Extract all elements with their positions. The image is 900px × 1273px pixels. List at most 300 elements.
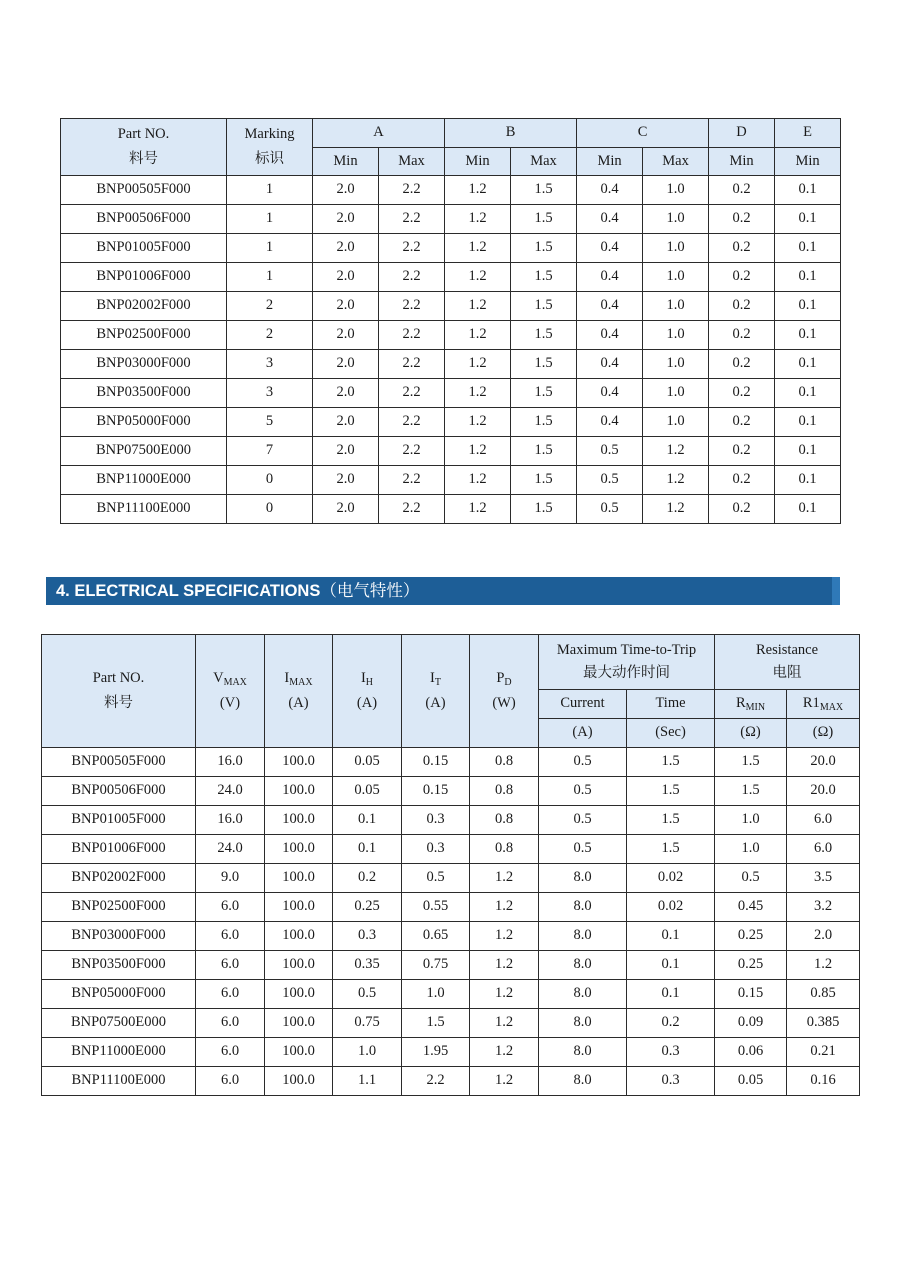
dimension-b-header: B — [445, 119, 577, 148]
table-cell: 1.5 — [511, 292, 577, 321]
dimensions-table-body — [61, 176, 841, 524]
table-cell: 0.3 — [333, 922, 402, 951]
table-cell: 0.4 — [577, 321, 643, 350]
table-cell: 1.5 — [627, 835, 715, 864]
table-row — [61, 205, 841, 234]
table-cell: 0.5 — [539, 806, 627, 835]
part-number-cell: BNP02002F000 — [42, 864, 196, 893]
table-cell: 0.2 — [709, 437, 775, 466]
part-number-cell: BNP03000F000 — [42, 922, 196, 951]
table-cell: 3 — [227, 379, 313, 408]
table-cell: 0.02 — [627, 864, 715, 893]
table-cell: 1.0 — [715, 806, 787, 835]
dimension-c-header: C — [577, 119, 709, 148]
table-cell: 1.5 — [511, 495, 577, 524]
table-cell: 0.85 — [787, 980, 860, 1009]
table-cell: 6.0 — [196, 951, 265, 980]
table-cell: 2.0 — [313, 205, 379, 234]
table-cell: 1.0 — [643, 350, 709, 379]
table-cell: 0.1 — [627, 922, 715, 951]
table-cell: 1.2 — [445, 292, 511, 321]
rmin-unit: (Ω) — [715, 719, 787, 748]
table-cell: 2.0 — [313, 234, 379, 263]
table-cell: 3 — [227, 350, 313, 379]
table-cell: 1.2 — [445, 379, 511, 408]
e-min-header: Min — [775, 148, 841, 176]
section-title-cn: （电气特性） — [320, 582, 420, 600]
table-cell: 1.2 — [445, 263, 511, 292]
table-cell: 1.0 — [643, 321, 709, 350]
table-cell: 0.4 — [577, 408, 643, 437]
part-number-cell: BNP01005F000 — [61, 234, 227, 263]
trip-time-unit: (Sec) — [627, 719, 715, 748]
pd-header: $P_D$ (W) — [470, 635, 539, 748]
part-number-cell: BNP03000F000 — [61, 350, 227, 379]
electrical-table-body — [42, 748, 860, 1096]
table-row — [61, 437, 841, 466]
table-cell: 6.0 — [196, 1009, 265, 1038]
table-cell: 3.2 — [787, 893, 860, 922]
table-cell: 0.4 — [577, 205, 643, 234]
table-cell: 0.1 — [333, 835, 402, 864]
trip-time-header: Time — [627, 690, 715, 719]
table-cell: 100.0 — [265, 893, 333, 922]
b-max-header: Max — [511, 148, 577, 176]
table-cell: 0.8 — [470, 748, 539, 777]
table-row — [42, 806, 860, 835]
table-cell: 0.1 — [775, 205, 841, 234]
table-cell: 100.0 — [265, 1067, 333, 1096]
table-cell: 0.1 — [775, 321, 841, 350]
part-number-cell: BNP00506F000 — [61, 205, 227, 234]
table-cell: 0.2 — [709, 495, 775, 524]
table-cell: 6.0 — [787, 835, 860, 864]
table-cell: 2.2 — [379, 321, 445, 350]
table-cell: 1.2 — [445, 321, 511, 350]
table-cell: 1.2 — [470, 1038, 539, 1067]
table-cell: 1.2 — [445, 176, 511, 205]
table-cell: 0.2 — [709, 234, 775, 263]
table-cell: 100.0 — [265, 980, 333, 1009]
part-number-cell: BNP02500F000 — [42, 893, 196, 922]
table-cell: 0.1 — [775, 408, 841, 437]
table-cell: 8.0 — [539, 1038, 627, 1067]
dimensions-header-row — [61, 119, 841, 148]
table-cell: 1.5 — [627, 777, 715, 806]
table-cell: 8.0 — [539, 1067, 627, 1096]
rmin-header: $R_{MIN}$ — [715, 690, 787, 719]
table-row — [42, 980, 860, 1009]
table-cell: 1.5 — [511, 321, 577, 350]
part-number-cell: BNP02500F000 — [61, 321, 227, 350]
table-cell: 5 — [227, 408, 313, 437]
table-cell: 9.0 — [196, 864, 265, 893]
part-number-cell: BNP11000E000 — [42, 1038, 196, 1067]
table-cell: 0.2 — [709, 263, 775, 292]
table-cell: 0.1 — [775, 495, 841, 524]
marking-header: Marking 标识 — [227, 119, 313, 176]
table-cell: 0.385 — [787, 1009, 860, 1038]
table-cell: 0.1 — [775, 466, 841, 495]
table-row — [61, 234, 841, 263]
table-cell: 8.0 — [539, 864, 627, 893]
table-cell: 2.2 — [379, 263, 445, 292]
table-cell: 1.2 — [445, 234, 511, 263]
b-min-header: Min — [445, 148, 511, 176]
imax-header: $I_{MAX}$ (A) — [265, 635, 333, 748]
table-cell: 3.5 — [787, 864, 860, 893]
table-cell: 6.0 — [196, 1038, 265, 1067]
table-cell: 1.5 — [511, 408, 577, 437]
part-number-cell: BNP03500F000 — [42, 951, 196, 980]
table-cell: 1.5 — [511, 263, 577, 292]
table-row — [61, 350, 841, 379]
table-cell: 1.2 — [445, 495, 511, 524]
table-cell: 0.21 — [787, 1038, 860, 1067]
table-cell: 6.0 — [787, 806, 860, 835]
section-header-electrical — [46, 577, 840, 605]
table-cell: 0.4 — [577, 234, 643, 263]
r1max-unit: (Ω) — [787, 719, 860, 748]
table-cell: 0.4 — [577, 292, 643, 321]
part-number-cell: BNP00506F000 — [42, 777, 196, 806]
table-cell: 0.2 — [709, 292, 775, 321]
table-cell: 0.2 — [627, 1009, 715, 1038]
table-cell: 0.16 — [787, 1067, 860, 1096]
table-cell: 20.0 — [787, 777, 860, 806]
table-cell: 0.45 — [715, 893, 787, 922]
table-cell: 7 — [227, 437, 313, 466]
table-cell: 0.8 — [470, 835, 539, 864]
part-number-cell: BNP01005F000 — [42, 806, 196, 835]
table-row — [42, 748, 860, 777]
resistance-header: Resistance 电阻 — [715, 635, 860, 690]
a-max-header: Max — [379, 148, 445, 176]
table-cell: 1 — [227, 176, 313, 205]
table-cell: 8.0 — [539, 893, 627, 922]
table-cell: 0.1 — [627, 951, 715, 980]
table-cell: 2.0 — [313, 263, 379, 292]
dimension-a-header: A — [313, 119, 445, 148]
table-cell: 1.0 — [715, 835, 787, 864]
table-cell: 2.2 — [379, 495, 445, 524]
table-row — [42, 922, 860, 951]
table-cell: 0.2 — [709, 321, 775, 350]
table-cell: 0.5 — [333, 980, 402, 1009]
table-cell: 2.2 — [402, 1067, 470, 1096]
table-cell: 1.2 — [445, 205, 511, 234]
table-cell: 1.2 — [470, 1009, 539, 1038]
table-cell: 24.0 — [196, 835, 265, 864]
part-no-header: Part NO. 料号 — [61, 119, 227, 176]
table-cell: 1.0 — [643, 234, 709, 263]
electrical-header-row — [42, 635, 860, 690]
table-cell: 1.5 — [511, 176, 577, 205]
table-cell: 0.1 — [775, 292, 841, 321]
electrical-specifications-table — [41, 634, 860, 1096]
table-cell: 1.0 — [643, 379, 709, 408]
table-cell: 0.2 — [709, 176, 775, 205]
table-cell: 24.0 — [196, 777, 265, 806]
table-cell: 0.1 — [333, 806, 402, 835]
table-cell: 1 — [227, 263, 313, 292]
table-cell: 0.5 — [577, 466, 643, 495]
table-cell: 0.5 — [577, 495, 643, 524]
table-row — [42, 835, 860, 864]
table-cell: 1.5 — [511, 205, 577, 234]
table-cell: 0.2 — [709, 466, 775, 495]
table-cell: 1.5 — [511, 379, 577, 408]
table-cell: 8.0 — [539, 980, 627, 1009]
table-cell: 2.2 — [379, 408, 445, 437]
table-cell: 1.2 — [445, 408, 511, 437]
table-cell: 0 — [227, 466, 313, 495]
table-cell: 16.0 — [196, 748, 265, 777]
table-row — [42, 951, 860, 980]
table-cell: 100.0 — [265, 951, 333, 980]
ih-header: $I_H$ (A) — [333, 635, 402, 748]
table-cell: 2.0 — [313, 176, 379, 205]
table-cell: 1.5 — [511, 437, 577, 466]
table-cell: 1.2 — [470, 922, 539, 951]
table-cell: 0.3 — [627, 1067, 715, 1096]
table-cell: 1.2 — [470, 1067, 539, 1096]
table-cell: 0.2 — [709, 350, 775, 379]
dimension-e-header: E — [775, 119, 841, 148]
table-row — [42, 864, 860, 893]
table-cell: 2.2 — [379, 234, 445, 263]
table-cell: 0.3 — [627, 1038, 715, 1067]
table-cell: 6.0 — [196, 1067, 265, 1096]
table-cell: 0.4 — [577, 350, 643, 379]
table-cell: 0.1 — [627, 980, 715, 1009]
vmax-header: $V_{MAX}$ (V) — [196, 635, 265, 748]
table-row — [61, 466, 841, 495]
table-cell: 1.0 — [643, 408, 709, 437]
table-cell: 0.5 — [539, 777, 627, 806]
table-row — [61, 379, 841, 408]
table-cell: 0.1 — [775, 350, 841, 379]
table-cell: 0.15 — [402, 748, 470, 777]
table-cell: 100.0 — [265, 777, 333, 806]
table-cell: 0.25 — [715, 922, 787, 951]
table-cell: 1.0 — [643, 263, 709, 292]
table-cell: 2.2 — [379, 466, 445, 495]
table-cell: 1.5 — [627, 806, 715, 835]
table-row — [61, 176, 841, 205]
table-cell: 8.0 — [539, 922, 627, 951]
table-cell: 6.0 — [196, 893, 265, 922]
part-number-cell: BNP11100E000 — [42, 1067, 196, 1096]
table-cell: 1.2 — [470, 864, 539, 893]
part-number-cell: BNP11000E000 — [61, 466, 227, 495]
table-cell: 20.0 — [787, 748, 860, 777]
table-cell: 0.05 — [333, 777, 402, 806]
table-cell: 0.1 — [775, 176, 841, 205]
table-cell: 1.0 — [643, 205, 709, 234]
table-cell: 2.2 — [379, 205, 445, 234]
table-cell: 1.0 — [333, 1038, 402, 1067]
table-cell: 2.0 — [313, 437, 379, 466]
table-cell: 1.5 — [402, 1009, 470, 1038]
table-cell: 0.2 — [709, 408, 775, 437]
table-cell: 0.1 — [775, 379, 841, 408]
table-cell: 0.8 — [470, 777, 539, 806]
table-cell: 100.0 — [265, 806, 333, 835]
part-number-cell: BNP07500E000 — [42, 1009, 196, 1038]
table-cell: 0.25 — [333, 893, 402, 922]
table-cell: 0.25 — [715, 951, 787, 980]
table-cell: 0.05 — [333, 748, 402, 777]
table-cell: 0.09 — [715, 1009, 787, 1038]
table-cell: 1.2 — [445, 437, 511, 466]
table-cell: 0 — [227, 495, 313, 524]
table-cell: 1 — [227, 234, 313, 263]
table-cell: 1.95 — [402, 1038, 470, 1067]
part-number-cell: BNP00505F000 — [42, 748, 196, 777]
table-cell: 1.2 — [470, 980, 539, 1009]
part-number-cell: BNP01006F000 — [61, 263, 227, 292]
table-cell: 0.35 — [333, 951, 402, 980]
table-cell: 1.5 — [511, 466, 577, 495]
table-row — [42, 1067, 860, 1096]
table-cell: 0.3 — [402, 806, 470, 835]
table-cell: 2.2 — [379, 437, 445, 466]
table-cell: 1.5 — [627, 748, 715, 777]
table-cell: 0.4 — [577, 176, 643, 205]
table-cell: 2 — [227, 292, 313, 321]
table-cell: 0.5 — [577, 437, 643, 466]
part-number-cell: BNP05000F000 — [61, 408, 227, 437]
part-number-cell: BNP03500F000 — [61, 379, 227, 408]
table-cell: 0.2 — [709, 379, 775, 408]
table-row — [42, 1009, 860, 1038]
table-cell: 2.0 — [313, 321, 379, 350]
a-min-header: Min — [313, 148, 379, 176]
part-number-cell: BNP11100E000 — [61, 495, 227, 524]
table-cell: 100.0 — [265, 1038, 333, 1067]
table-cell: 0.2 — [709, 205, 775, 234]
table-cell: 8.0 — [539, 1009, 627, 1038]
r1max-header: $R1_{MAX}$ — [787, 690, 860, 719]
table-cell: 2 — [227, 321, 313, 350]
part-number-cell: BNP07500E000 — [61, 437, 227, 466]
table-cell: 0.05 — [715, 1067, 787, 1096]
table-cell: 0.55 — [402, 893, 470, 922]
table-cell: 0.5 — [402, 864, 470, 893]
table-cell: 0.4 — [577, 379, 643, 408]
table-cell: 2.2 — [379, 379, 445, 408]
table-row — [61, 321, 841, 350]
table-cell: 100.0 — [265, 748, 333, 777]
part-number-cell: BNP00505F000 — [61, 176, 227, 205]
table-cell: 0.1 — [775, 263, 841, 292]
table-cell: 0.15 — [402, 777, 470, 806]
table-cell: 2.0 — [313, 408, 379, 437]
table-cell: 0.1 — [775, 234, 841, 263]
table-row — [61, 263, 841, 292]
table-cell: 0.5 — [539, 748, 627, 777]
part-number-cell: BNP01006F000 — [42, 835, 196, 864]
time-to-trip-header: Maximum Time-to-Trip 最大动作时间 — [539, 635, 715, 690]
table-cell: 16.0 — [196, 806, 265, 835]
part-number-cell: BNP05000F000 — [42, 980, 196, 1009]
table-cell: 100.0 — [265, 864, 333, 893]
table-cell: 0.8 — [470, 806, 539, 835]
table-cell: 0.1 — [775, 437, 841, 466]
table-cell: 100.0 — [265, 835, 333, 864]
dimension-d-header: D — [709, 119, 775, 148]
table-cell: 1.5 — [511, 350, 577, 379]
table-cell: 0.06 — [715, 1038, 787, 1067]
table-row — [42, 777, 860, 806]
table-cell: 1.2 — [643, 495, 709, 524]
d-min-header: Min — [709, 148, 775, 176]
section-title: 4. ELECTRICAL SPECIFICATIONS — [56, 582, 321, 600]
table-row — [42, 1038, 860, 1067]
c-max-header: Max — [643, 148, 709, 176]
table-row — [61, 495, 841, 524]
table-cell: 1.2 — [787, 951, 860, 980]
table-cell: 1.5 — [715, 777, 787, 806]
table-cell: 1.2 — [643, 466, 709, 495]
trip-current-unit: (A) — [539, 719, 627, 748]
table-cell: 1.2 — [643, 437, 709, 466]
table-cell: 2.0 — [313, 350, 379, 379]
table-cell: 2.0 — [313, 379, 379, 408]
table-cell: 1.2 — [445, 350, 511, 379]
table-cell: 8.0 — [539, 951, 627, 980]
table-cell: 0.5 — [715, 864, 787, 893]
table-cell: 1.5 — [715, 748, 787, 777]
table-cell: 0.75 — [402, 951, 470, 980]
table-cell: 100.0 — [265, 1009, 333, 1038]
table-cell: 0.4 — [577, 263, 643, 292]
table-cell: 2.2 — [379, 292, 445, 321]
table-row — [61, 292, 841, 321]
table-cell: 1 — [227, 205, 313, 234]
table-cell: 1.2 — [470, 951, 539, 980]
it-header: $I_T$ (A) — [402, 635, 470, 748]
table-cell: 1.1 — [333, 1067, 402, 1096]
table-cell: 0.65 — [402, 922, 470, 951]
trip-current-header: Current — [539, 690, 627, 719]
table-cell: 6.0 — [196, 980, 265, 1009]
table-cell: 0.02 — [627, 893, 715, 922]
c-min-header: Min — [577, 148, 643, 176]
table-cell: 0.3 — [402, 835, 470, 864]
table-cell: 2.0 — [313, 466, 379, 495]
table-cell: 0.15 — [715, 980, 787, 1009]
table-cell: 1.0 — [643, 292, 709, 321]
table-cell: 2.0 — [787, 922, 860, 951]
table-cell: 1.5 — [511, 234, 577, 263]
table-cell: 1.0 — [643, 176, 709, 205]
table-cell: 1.2 — [470, 893, 539, 922]
table-cell: 0.2 — [333, 864, 402, 893]
table-row — [61, 408, 841, 437]
table-cell: 2.2 — [379, 350, 445, 379]
table-cell: 6.0 — [196, 922, 265, 951]
table-cell: 2.0 — [313, 495, 379, 524]
table-row — [42, 893, 860, 922]
table-cell: 1.0 — [402, 980, 470, 1009]
table-cell: 0.75 — [333, 1009, 402, 1038]
table-cell: 100.0 — [265, 922, 333, 951]
dimensions-table — [60, 118, 841, 524]
table-cell: 2.2 — [379, 176, 445, 205]
part-number-cell: BNP02002F000 — [61, 292, 227, 321]
